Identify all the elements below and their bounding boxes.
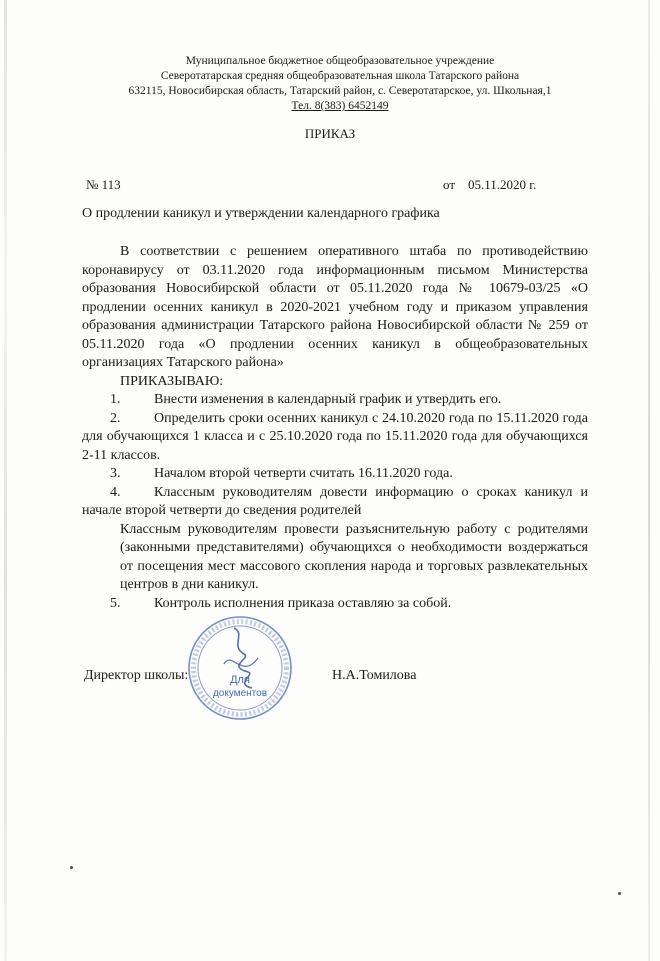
stamp-text-line-1: Для [230,674,250,686]
scan-edge-right [648,0,650,961]
organization-header [80,54,600,114]
order-item-4-extra: Классным руководителям провести разъяснительную работу с родителями (законными представителями) обучающихся о необходимости воздержаться от посещения мест массового скопления народа и торговых развлекательных центров в дни каникул. [120,521,588,592]
order-subject: О продлении каникул и утверждении календарного графика [82,206,440,221]
header-line-3: 632115, Новосибирская область, Татарский район, с. Северотатарское, ул. Школьная,1 [128,85,552,97]
scan-speck [618,892,621,895]
order-item-1 [82,391,588,410]
order-item-number: 3. [110,466,121,481]
signature-role: Директор школы: [84,668,189,683]
order-number: № 113 [86,177,121,192]
prikazyvayu-label: ПРИКАЗЫВАЮ: [120,373,224,389]
stamp-text-line-2: документов [212,688,268,699]
order-item-text: Определить сроки осенних каникул с 24.10.2020 года по 15.11.2020 года для обучающихся 1 класса и с 25.10.2020 года по 15.11.2020 года для обучающихся 2-11 классов. [82,410,588,463]
order-item-number: 5. [110,595,121,611]
order-item-number: 2. [110,410,121,426]
order-date: от 05.11.2020 г. [443,177,537,192]
scan-speck [70,866,73,869]
order-item-text: Началом второй четверти считать 16.11.2020 года. [154,466,453,481]
order-item-number: 1. [110,392,121,407]
order-item-4 [82,484,588,521]
order-item-text: Классным руководителям довести информацию о сроках каникул и начале второй четверти до сведения родителей [82,484,588,518]
preamble-paragraph: В соответствии с решением оперативного штаба по противодействию коронавирусу от 03.11.2020 года информационным письмом Министерства образования Новосибирской области от 05.11.2020 года № 10679-03/25 «О продлении осенних каникул в 2020-2021 учебном году и приказом управления образования администрации Татарского района Новосибирской области № 259 от 05.11.2020 года «О продлении осенних каникул в общеобразовательных организациях Татарского района» [82,244,588,370]
header-line-1: Муниципальное бюджетное общеобразовательное учреждение [185,55,495,67]
order-item-3 [82,465,588,484]
order-item-2 [82,410,588,466]
stamp-seal [186,614,294,722]
signature-name: Н.А.Томилова [332,668,417,683]
scan-edge-left [4,0,7,961]
document-title: ПРИКАЗ [304,126,356,141]
header-line-2: Северотатарская средняя общеобразовательная школа Татарского района [160,70,520,82]
order-item-text: Внести изменения в календарный график и утвердить его. [154,392,502,407]
order-item-number: 4. [110,484,121,500]
header-phone: Тел. 8(383) 6452149 [291,100,389,112]
order-body [82,243,588,613]
order-item-5 [82,595,588,614]
order-item-text: Контроль исполнения приказа оставляю за собой. [154,595,452,611]
